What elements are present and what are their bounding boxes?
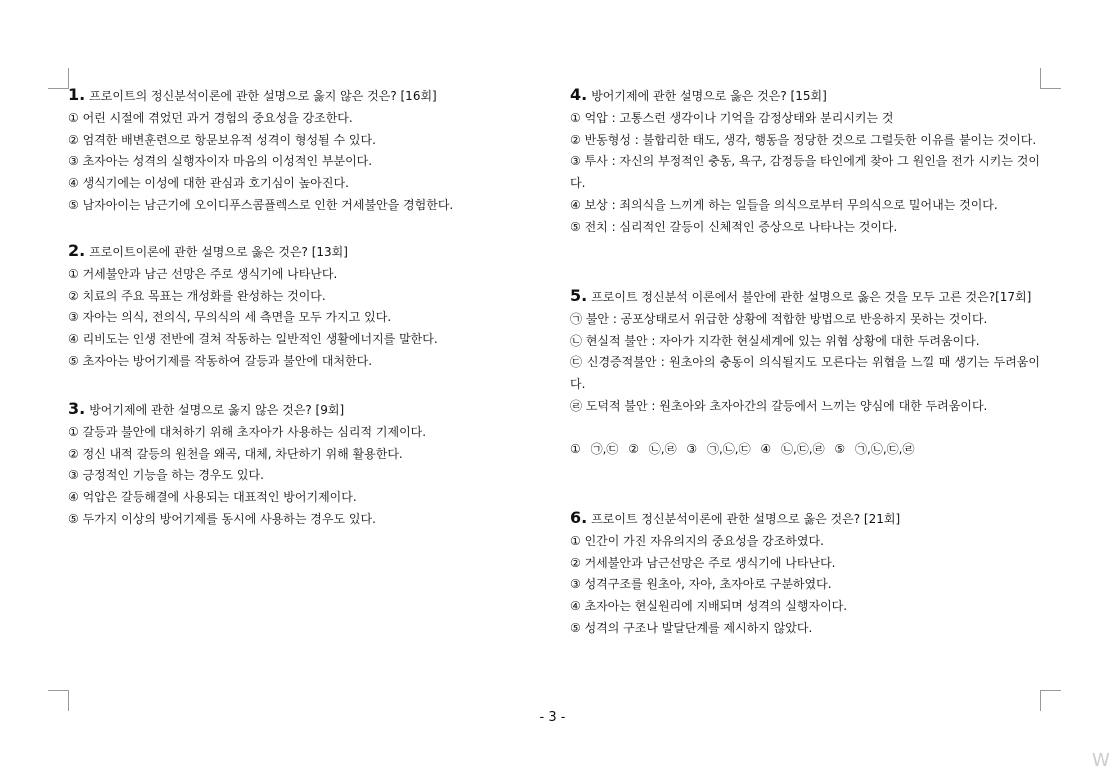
question-5 (570, 285, 1040, 461)
answer-option: ① 갈등과 불안에 대처하기 위해 초자아가 사용하는 심리적 기제이다. (68, 425, 427, 439)
question-text: 방어기제에 관한 설명으로 옳은 것은? [15회] (591, 89, 827, 103)
question-title (68, 240, 488, 263)
page-number: - 3 - (539, 710, 566, 725)
answer-option: ㉢ 신경증적불안 : 원초아의 충동이 의식될지도 모른다는 위협을 느낄 때 생기는 두려움이다. (570, 355, 1040, 392)
answer-option: ③ 긍정적인 기능을 하는 경우도 있다. (68, 468, 264, 483)
answer-choices: ① ㉠,㉢ ② ㉡,㉣ ③ ㉠,㉡,㉢ ④ ㉡,㉢,㉣ ⑤ ㉠,㉡,㉢,㉣ (570, 442, 915, 457)
answer-option: ⑤ 초자아는 방어기제를 작동하여 갈등과 불안에 대처한다. (68, 353, 373, 368)
question-number: 5. (570, 286, 588, 305)
answer-option: ① 어린 시절에 겪었던 과거 경험의 중요성을 강조한다. (68, 111, 353, 125)
answer-option: ② 엄격한 배변훈련으로 항문보유적 성격이 형성될 수 있다. (68, 132, 376, 147)
answer-option: ③ 성격구조를 원초아, 자아, 초자아로 구분하였다. (570, 577, 832, 592)
question-number: 1. (68, 85, 86, 104)
question-number: 4. (570, 85, 588, 104)
answer-option: ㉠ 불안 : 공포상태로서 위급한 상황에 적합한 방법으로 반응하지 못하는 것이다. (570, 312, 988, 326)
answer-option: ③ 초자아는 성격의 실행자이자 마음의 이성적인 부분이다. (68, 154, 373, 169)
answer-option: ① 억압 : 고통스런 생각이나 기억을 감정상태와 분리시키는 것 (570, 111, 894, 125)
question-text: 프로이트의 정신분석이론에 관한 설명으로 옳지 않은 것은? [16회] (89, 89, 437, 103)
question-4 (570, 84, 1040, 238)
answer-option: ⑤ 성격의 구조나 발달단계를 제시하지 않았다. (570, 620, 813, 635)
crop-mark-bottom-right (1040, 690, 1061, 711)
crop-mark-bottom-left (48, 690, 69, 711)
answer-option: ③ 자아는 의식, 전의식, 무의식의 세 측면을 모두 가지고 있다. (68, 310, 392, 325)
question-1 (68, 84, 488, 217)
answer-option: ㉣ 도덕적 불안 : 원초아와 초자아간의 갈등에서 느끼는 양심에 대한 두려움이다. (570, 398, 988, 413)
question-text: 방어기제에 관한 설명으로 옳지 않은 것은? [9회] (89, 403, 345, 417)
question-2 (68, 240, 488, 373)
answer-option: ④ 보상 : 죄의식을 느끼게 하는 일들을 의식으로부터 무의식으로 밀어내는 것이다. (570, 197, 998, 212)
answer-option: ④ 생식기에는 이성에 대한 관심과 호기심이 높아진다. (68, 176, 349, 191)
question-title (68, 84, 488, 107)
answer-option: ④ 억압은 갈등해결에 사용되는 대표적인 방어기제이다. (68, 490, 357, 505)
answer-option: ① 거세불안과 남근 선망은 주로 생식기에 나타난다. (68, 267, 338, 281)
answer-option: ⑤ 남자아이는 남근기에 오이디푸스콤플렉스로 인한 거세불안을 경험한다. (68, 197, 454, 212)
answer-option: ② 정신 내적 갈등의 원천을 왜곡, 대체, 차단하기 위해 활용한다. (68, 446, 403, 461)
question-number: 3. (68, 399, 86, 418)
question-6 (570, 507, 1040, 640)
answer-option: ⑤ 전치 : 심리적인 갈등이 신체적인 증상으로 나타나는 것이다. (570, 219, 898, 234)
watermark: W (1092, 750, 1110, 771)
answer-option: ⑤ 두가지 이상의 방어기제를 동시에 사용하는 경우도 있다. (68, 511, 376, 526)
question-number: 2. (68, 241, 86, 260)
answer-option: ① 인간이 가진 자유의지의 중요성을 강조하였다. (570, 534, 824, 548)
answer-option: ㉡ 현실적 불안 : 자아가 지각한 현실세계에 있는 위협 상황에 대한 두려움이다. (570, 333, 980, 348)
question-text: 프로이트 정신분석이론에 관한 설명으로 옳은 것은? [21회] (591, 512, 901, 526)
question-title (570, 285, 1040, 308)
answer-option: ④ 리비도는 인생 전반에 걸쳐 작동하는 일반적인 생활에너지를 말한다. (68, 332, 438, 347)
answer-option: ② 반동형성 : 불합리한 태도, 생각, 행동을 정당한 것으로 그럴듯한 이유를 붙이는 것이다. (570, 132, 1037, 147)
question-number: 6. (570, 508, 588, 527)
question-title (570, 84, 1040, 107)
answer-option: ③ 투사 : 자신의 부정적인 충동, 욕구, 감정등을 타인에게 찾아 그 원인을 전가 시키는 것이다. (570, 154, 1040, 191)
crop-mark-top-right (1040, 68, 1061, 89)
answer-option: ② 치료의 주요 목표는 개성화를 완성하는 것이다. (68, 288, 326, 303)
question-text: 프로이트 정신분석 이론에서 불안에 관한 설명으로 옳은 것을 모두 고른 것은?[17회] (591, 290, 1032, 304)
answer-option: ② 거세불안과 남근선망은 주로 생식기에 나타난다. (570, 555, 836, 570)
question-title (68, 398, 488, 421)
crop-mark-top-left (48, 68, 69, 89)
answer-option: ④ 초자아는 현실원리에 지배되며 성격의 실행자이다. (570, 599, 848, 614)
question-text: 프로이트이론에 관한 설명으로 옳은 것은? [13회] (89, 245, 348, 259)
question-title (570, 507, 1040, 530)
question-3 (68, 398, 488, 531)
